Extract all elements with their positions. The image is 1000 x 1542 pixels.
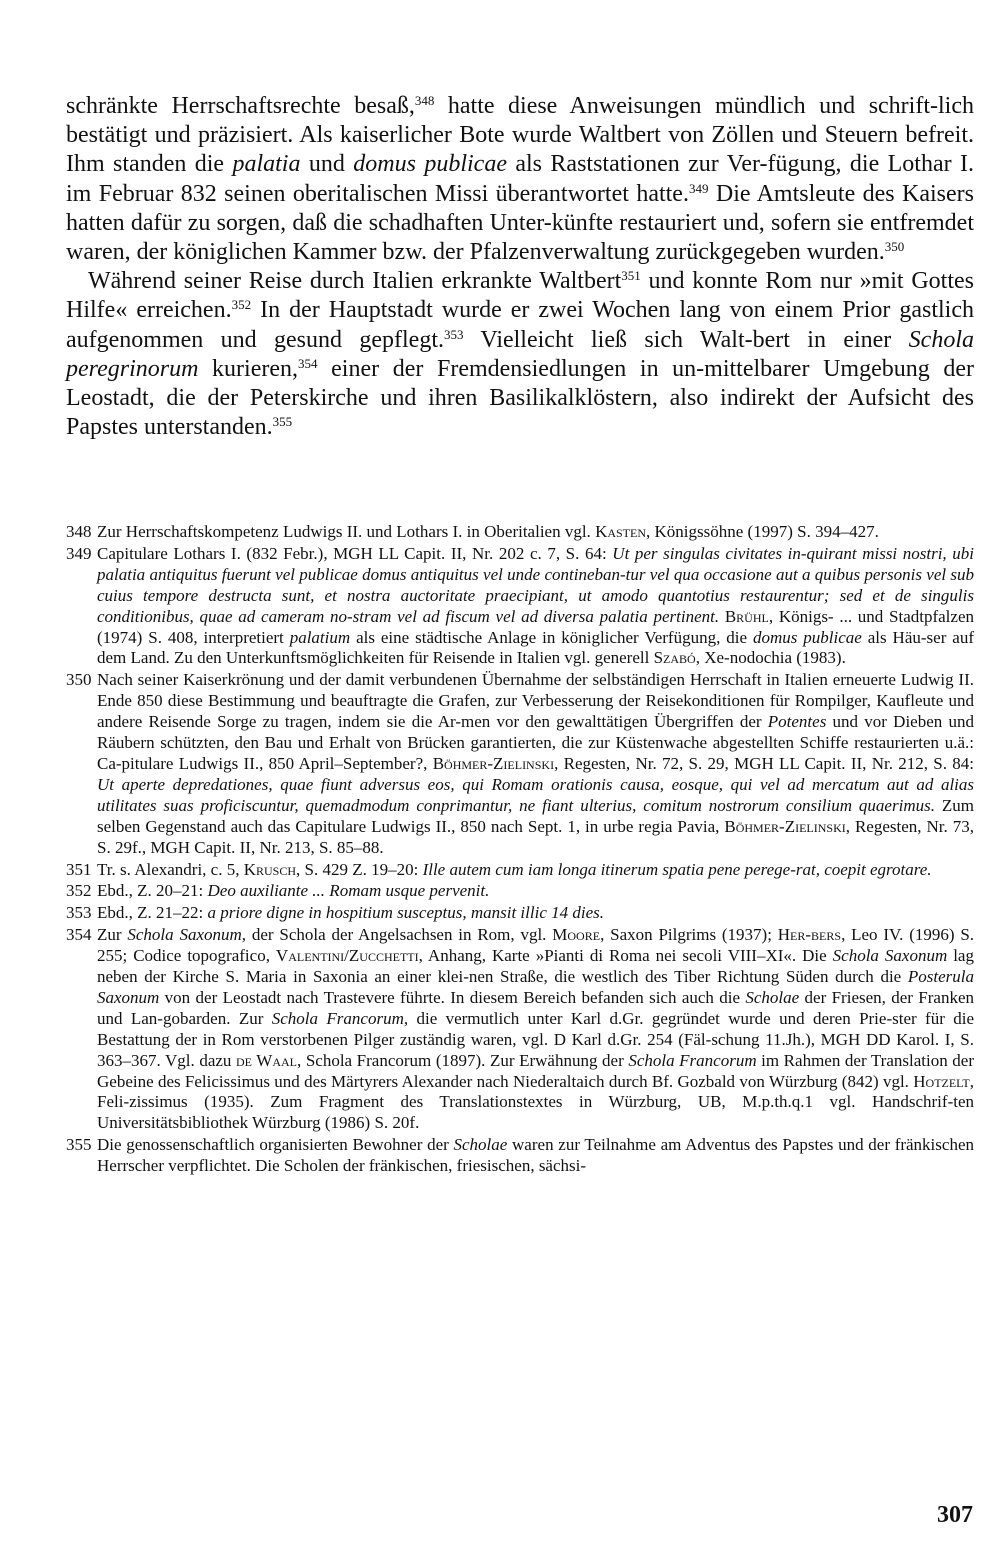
- text: Ebd., Z. 20–21:: [97, 881, 208, 901]
- footnote-ref-351[interactable]: 351: [621, 268, 641, 284]
- text: , Leo IV. (1996) S. 255; Codice topografico,: [97, 925, 975, 966]
- author-name: Krusch: [243, 859, 297, 879]
- italic-term: Scholae: [453, 1135, 508, 1155]
- paragraph-2: [66, 267, 974, 442]
- text: von der Leostadt nach Trastevere führte. In diesem Bereich befanden sich auch die: [159, 987, 746, 1007]
- footnote-number: 354: [66, 925, 92, 945]
- main-text: [66, 92, 974, 442]
- text: Ebd., Z. 21–22:: [97, 903, 208, 923]
- text: Zum selben Gegenstand auch das Capitulare Ludwigs II., 850 nach Sept. 1, in urbe regia Pavia,: [97, 795, 974, 836]
- text: In der Hauptstadt wurde er zwei Wochen lang von einem Prior gastlich aufgenommen und gesund gepflegt.: [66, 297, 974, 353]
- footnote-355: [66, 1135, 974, 1177]
- text: , Xe-nodochia (1983).: [695, 648, 846, 668]
- italic-term: Posterula Saxonum: [97, 967, 974, 1007]
- text: Die Amtsleute des Kaisers hatten dafür zu sorgen, daß die schadhaften Unter-künfte restauriert und, sofern sie entfremdet waren, der königlichen Kammer bzw. der Pfalzenverwaltung zurückgegeben wurden.: [66, 180, 975, 266]
- italic-term: palatia: [232, 151, 301, 178]
- text: der Schola der Angelsachsen in Rom, vgl.: [246, 925, 553, 945]
- text: , Feli-zissimus (1935). Zum Fragment des Translationstextes in Würzburg, UB, M.p.th.q.1 vgl. Handschrif-ten Universitätsbibliothek Würzburg (1986) S. 20f.: [97, 1071, 974, 1133]
- text: , Regesten, Nr. 73, S. 29f., MGH Capit. II, Nr. 213, S. 85–88.: [97, 816, 974, 857]
- latin-quote: a priore digne in hospitium susceptus, mansit illic 14 dies.: [207, 903, 604, 923]
- text: waren zur Teilnahme am Adventus des Papstes und der fränkischen Herrscher verpflichtet. Die Scholen der fränkischen, friesischen, sächsi-: [97, 1135, 974, 1176]
- footnote-352: [66, 881, 974, 902]
- footnote-354: [66, 925, 974, 1134]
- footnote-351: [66, 860, 974, 881]
- latin-quote: Ut aperte depredationes, quae fiunt adversus eos, qui Romam orationis causa, eosque, qui vel ad mercatum aut ad alias utilitates suas proficiscuntur, quemadmodum conprimantur, ne fiant ulterius, comitum nostrorum consilium quaerimus.: [97, 774, 974, 815]
- footnote-348: [66, 522, 974, 543]
- text: Tr. s. Alexandri, c. 5,: [97, 859, 244, 879]
- text: und konnte Rom nur »mit Gottes Hilfe« erreichen.: [66, 268, 974, 324]
- italic-term: domus publicae: [752, 627, 862, 647]
- author-name: Szabó: [653, 648, 696, 668]
- text: als eine städtische Anlage in königlicher Verfügung, die: [350, 627, 753, 647]
- footnote-ref-353[interactable]: 353: [444, 326, 464, 342]
- footnote-number: 349: [66, 543, 92, 563]
- footnote-ref-355[interactable]: 355: [272, 414, 293, 430]
- footnote-353: [66, 903, 974, 924]
- footnote-ref-352[interactable]: 352: [231, 297, 252, 313]
- text: hatte diese Anweisungen mündlich und schrift-lich bestätigt und präzisiert. Als kaiserlicher Bote wurde Waltbert von Zöllen und Steuern befreit. Ihm standen die: [66, 93, 974, 178]
- author-name: Kasten: [595, 522, 647, 541]
- author-name: de Waal: [236, 1050, 297, 1070]
- author-name: Brühl: [724, 606, 769, 626]
- text: , Saxon Pilgrims (1937);: [600, 925, 778, 945]
- text: , Königs- ... und Stadtpfalzen (1974) S. 408, interpretiert: [97, 606, 974, 647]
- author-name: Böhmer-Zielinski: [724, 816, 846, 836]
- page-number: 307: [937, 1502, 973, 1528]
- text: als Häu-ser auf dem Land. Zu den Unterkunftsmöglichkeiten für Reisende in Italien vgl. generell: [97, 627, 974, 668]
- italic-term: Scholae: [745, 987, 800, 1007]
- footnote-350: [66, 670, 974, 858]
- italic-term: Schola Saxonum: [832, 946, 948, 966]
- text: die vermutlich unter Karl d.Gr. gegründet wurde und deren Prie-ster für die Bestattung der in Rom verstorbenen Pilger zuständig waren, vgl. D Karl d.Gr. 254 (Fäl-schung 11.Jh.), MGH DD Karol. I, S. 363–367. Vgl. dazu: [97, 1008, 974, 1070]
- footnote-number: 348: [66, 522, 92, 541]
- italic-term: Potentes: [767, 712, 827, 732]
- author-name: Her-bers: [777, 925, 842, 945]
- text: Während seiner Reise durch Italien erkrankte Waltbert: [88, 268, 622, 295]
- italic-term: Schola peregrinorum: [66, 326, 974, 382]
- footnote-number: 355: [66, 1135, 92, 1155]
- text: als Raststationen zur Ver-fügung, die Lothar I. im Februar 832 seinen oberitalischen Missi überantwortet hatte.: [66, 151, 974, 207]
- footnote-ref-350[interactable]: 350: [884, 239, 905, 255]
- footnote-number: 352: [66, 881, 92, 901]
- text: , Regesten, Nr. 72, S. 29, MGH LL Capit. II, Nr. 212, S. 84:: [554, 753, 974, 773]
- text: schränkte Herrschaftsrechte besaß,: [66, 93, 415, 119]
- text: der Friesen, der Franken und Lan-gobarden. Zur: [97, 987, 974, 1028]
- text: , Anhang, Karte »Pianti di Roma nei secoli VIII–XI«. Die: [418, 946, 833, 966]
- text: , Königssöhne (1997) S. 394–427.: [646, 522, 879, 541]
- footnote-number: 353: [66, 903, 92, 923]
- author-name: Hotzelt: [913, 1071, 970, 1091]
- latin-quote: Deo auxiliante ... Romam usque pervenit.: [207, 881, 490, 901]
- italic-term: palatium: [289, 627, 351, 647]
- italic-term: Schola Francorum: [628, 1050, 757, 1070]
- text: lag neben der Kirche S. Maria in Saxonia an einer klei-nen Straße, die westlich des Tiber Richtung Süden durch die: [97, 946, 974, 987]
- text: Die genossenschaftlich organisierten Bewohner der: [97, 1135, 454, 1155]
- footnote-ref-348[interactable]: 348: [414, 93, 435, 108]
- footnote-number: 350: [66, 670, 92, 690]
- footnote-349: [66, 544, 974, 669]
- text: Vielleicht ließ sich Walt-bert in einer: [463, 326, 909, 353]
- text: kurieren,: [198, 355, 299, 382]
- author-name: Moore: [552, 925, 601, 945]
- text: Zur: [97, 925, 128, 945]
- italic-term: Schola Francorum,: [271, 1008, 409, 1028]
- text: und vor Dieben und Räubern schützten, den Bau und Erhalt von Brücken garantierten, die zur Küstenwache abgestellten Schiffe restaurierten u.ä.: Ca-pitulare Ludwigs II., 850 April–September?,: [97, 712, 974, 773]
- italic-term: domus publicae: [353, 151, 507, 178]
- text: , S. 429 Z. 19–20:: [296, 859, 423, 879]
- footnote-ref-349[interactable]: 349: [688, 180, 709, 196]
- italic-term: Schola Saxonum,: [127, 925, 247, 945]
- text: Zur Herrschaftskompetenz Ludwigs II. und Lothars I. in Oberitalien vgl.: [97, 522, 596, 541]
- latin-quote: Ut per singulas civitates in-quirant missi nostri, ubi palatia antiquitus fuerunt vel publicae domus antiquitus vel unde contineban-tur vel qua occasione aut a quibus personis vel sub cuius tempore destructa sunt, et nostra auctoritate praecipiant, ut amodo quantotius restaurentur; sed et de singulis conditionibus, quae ad cameram no-stram vel ad fiscum vel ad diversa palatia pertinent.: [97, 543, 974, 626]
- footnote-number: 351: [66, 859, 92, 879]
- text: Nach seiner Kaiserkrönung und der damit verbundenen Übernahme der selbständigen Herrschaft in Italien erneuerte Ludwig II. Ende 850 diese Bestimmung und beauftragte die Grafen, zur Verbesserung der Reisekonditionen für Rompilger, Kaufleute und andere Reisende Sorge zu tragen, indem sie die Ar-men vor den gewalttätigen Übergriffen der: [97, 670, 974, 732]
- author-name: Valentini/Zucchetti: [275, 946, 419, 966]
- author-name: Böhmer-Zielinski: [432, 753, 555, 773]
- text: einer der Fremdensiedlungen in un-mittelbarer Umgebung der Leostadt, die der Peterskirche und ihren Basilikalklöstern, also indirekt der Aufsicht des Papstes unterstanden.: [66, 355, 974, 441]
- latin-quote: Ille autem cum iam longa itinerum spatia pene perege-rat, coepit egrotare.: [422, 859, 932, 879]
- footnotes: [66, 522, 974, 1178]
- text: und: [300, 151, 354, 178]
- text: Capitulare Lothars I. (832 Febr.), MGH LL Capit. II, Nr. 202 c. 7, S. 64:: [97, 543, 613, 563]
- text: , Schola Francorum (1897). Zur Erwähnung der: [297, 1050, 629, 1070]
- paragraph-1: [66, 92, 974, 267]
- footnote-ref-354[interactable]: 354: [298, 355, 318, 371]
- text: im Rahmen der Translation der Gebeine des Felicissimus und des Märtyrers Alexander nach Niederaltaich durch Bf. Gozbald von Würzburg (842) vgl.: [97, 1050, 974, 1091]
